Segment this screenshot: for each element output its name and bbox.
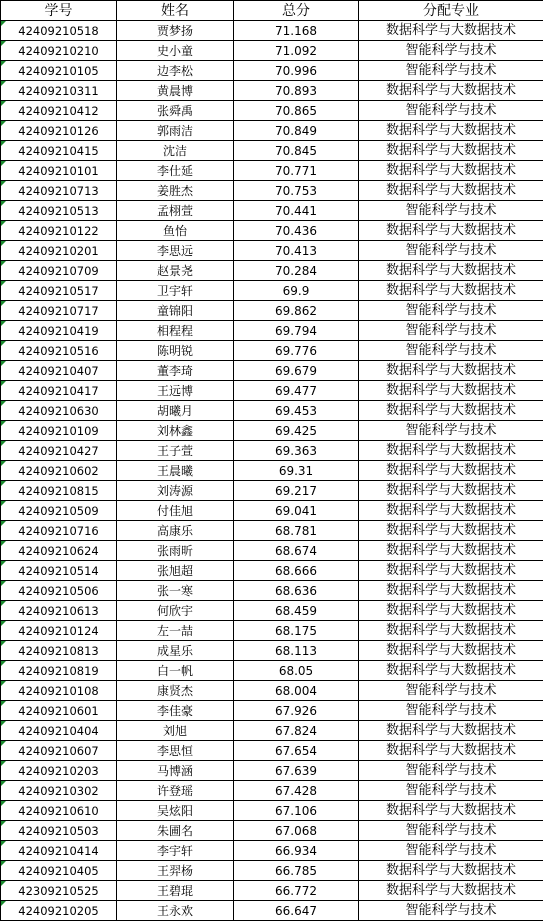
major-cell: 智能科学与技术 [359, 841, 543, 861]
student-id-cell: 42409210506 [1, 581, 117, 601]
table-row [1, 801, 543, 821]
major-cell: 智能科学与技术 [359, 421, 543, 441]
major-cell: 数据科学与大数据技术 [359, 281, 543, 301]
student-id-cell: 42409210126 [1, 121, 117, 141]
major-cell: 数据科学与大数据技术 [359, 81, 543, 101]
header-row [1, 1, 543, 21]
score-cell: 66.785 [234, 861, 359, 881]
student-id-cell: 42409210417 [1, 381, 117, 401]
score-cell: 68.175 [234, 621, 359, 641]
name-cell: 赵景尧 [117, 261, 234, 281]
major-cell: 数据科学与大数据技术 [359, 881, 543, 901]
score-cell: 70.436 [234, 221, 359, 241]
table-row [1, 101, 543, 121]
student-id-cell: 42409210122 [1, 221, 117, 241]
student-id-cell: 42409210514 [1, 561, 117, 581]
student-id-cell: 42409210311 [1, 81, 117, 101]
student-id-cell: 42409210302 [1, 781, 117, 801]
name-cell: 王子萱 [117, 441, 234, 461]
student-id-cell: 42409210405 [1, 861, 117, 881]
major-cell: 智能科学与技术 [359, 901, 543, 921]
name-cell: 相程程 [117, 321, 234, 341]
student-id-cell: 42409210819 [1, 661, 117, 681]
table-row [1, 361, 543, 381]
name-cell: 陈明锐 [117, 341, 234, 361]
student-id-cell: 42409210716 [1, 521, 117, 541]
major-cell: 智能科学与技术 [359, 61, 543, 81]
score-cell: 67.654 [234, 741, 359, 761]
major-cell: 数据科学与大数据技术 [359, 601, 543, 621]
student-id-cell: 42409210124 [1, 621, 117, 641]
header-assigned-major: 分配专业 [359, 1, 543, 21]
name-cell: 沈洁 [117, 141, 234, 161]
table-row [1, 881, 543, 901]
major-cell: 数据科学与大数据技术 [359, 441, 543, 461]
major-cell: 智能科学与技术 [359, 301, 543, 321]
name-cell: 吴炫阳 [117, 801, 234, 821]
student-id-cell: 42409210517 [1, 281, 117, 301]
score-cell: 68.113 [234, 641, 359, 661]
name-cell: 何欣宇 [117, 601, 234, 621]
table-row [1, 821, 543, 841]
student-id-cell: 42409210201 [1, 241, 117, 261]
major-cell: 智能科学与技术 [359, 681, 543, 701]
major-cell: 智能科学与技术 [359, 761, 543, 781]
major-cell: 数据科学与大数据技术 [359, 181, 543, 201]
name-cell: 付佳旭 [117, 501, 234, 521]
score-cell: 70.865 [234, 101, 359, 121]
major-cell: 智能科学与技术 [359, 341, 543, 361]
major-cell: 数据科学与大数据技术 [359, 861, 543, 881]
table-row [1, 761, 543, 781]
name-cell: 张雨昕 [117, 541, 234, 561]
major-cell: 智能科学与技术 [359, 241, 543, 261]
student-id-cell: 42409210419 [1, 321, 117, 341]
score-cell: 70.849 [234, 121, 359, 141]
score-cell: 69.453 [234, 401, 359, 421]
score-cell: 69.9 [234, 281, 359, 301]
student-id-cell: 42409210813 [1, 641, 117, 661]
student-id-cell: 42409210427 [1, 441, 117, 461]
score-cell: 69.31 [234, 461, 359, 481]
name-cell: 史小童 [117, 41, 234, 61]
name-cell: 刘涛源 [117, 481, 234, 501]
score-cell: 69.217 [234, 481, 359, 501]
name-cell: 张舜禹 [117, 101, 234, 121]
major-cell: 数据科学与大数据技术 [359, 141, 543, 161]
name-cell: 李思远 [117, 241, 234, 261]
score-cell: 69.679 [234, 361, 359, 381]
table-row [1, 461, 543, 481]
table-row [1, 861, 543, 881]
name-cell: 郭雨洁 [117, 121, 234, 141]
score-cell: 68.781 [234, 521, 359, 541]
score-cell: 70.996 [234, 61, 359, 81]
student-id-cell: 42409210101 [1, 161, 117, 181]
student-id-cell: 42409210516 [1, 341, 117, 361]
major-cell: 数据科学与大数据技术 [359, 521, 543, 541]
name-cell: 王晨曦 [117, 461, 234, 481]
student-id-cell: 42409210607 [1, 741, 117, 761]
name-cell: 高康乐 [117, 521, 234, 541]
name-cell: 张旭超 [117, 561, 234, 581]
score-cell: 67.824 [234, 721, 359, 741]
score-cell: 67.068 [234, 821, 359, 841]
table-row [1, 501, 543, 521]
name-cell: 许登瑶 [117, 781, 234, 801]
major-cell: 智能科学与技术 [359, 201, 543, 221]
table-row [1, 521, 543, 541]
name-cell: 王羿杨 [117, 861, 234, 881]
table-row [1, 701, 543, 721]
major-cell: 智能科学与技术 [359, 701, 543, 721]
score-cell: 66.772 [234, 881, 359, 901]
name-cell: 马博涵 [117, 761, 234, 781]
table-row [1, 141, 543, 161]
score-cell: 67.428 [234, 781, 359, 801]
student-id-cell: 42409210717 [1, 301, 117, 321]
table-row [1, 401, 543, 421]
name-cell: 姜胜杰 [117, 181, 234, 201]
student-id-cell: 42409210105 [1, 61, 117, 81]
table-row [1, 561, 543, 581]
student-id-cell: 42409210613 [1, 601, 117, 621]
score-cell: 68.459 [234, 601, 359, 621]
student-id-cell: 42409210713 [1, 181, 117, 201]
table-row [1, 781, 543, 801]
table-row [1, 121, 543, 141]
name-cell: 李宇轩 [117, 841, 234, 861]
table-row [1, 301, 543, 321]
table-row [1, 221, 543, 241]
table-row [1, 341, 543, 361]
score-cell: 69.862 [234, 301, 359, 321]
major-cell: 数据科学与大数据技术 [359, 541, 543, 561]
student-id-cell: 42409210503 [1, 821, 117, 841]
table-row [1, 901, 543, 921]
name-cell: 李思恒 [117, 741, 234, 761]
student-id-cell: 42409210815 [1, 481, 117, 501]
name-cell: 贾梦扬 [117, 21, 234, 41]
score-cell: 70.845 [234, 141, 359, 161]
table-row [1, 721, 543, 741]
table-row [1, 261, 543, 281]
major-cell: 智能科学与技术 [359, 41, 543, 61]
major-cell: 数据科学与大数据技术 [359, 581, 543, 601]
score-cell: 68.666 [234, 561, 359, 581]
student-id-cell: 42409210602 [1, 461, 117, 481]
name-cell: 鱼怡 [117, 221, 234, 241]
table-row [1, 541, 543, 561]
score-cell: 71.092 [234, 41, 359, 61]
major-cell: 数据科学与大数据技术 [359, 501, 543, 521]
student-id-cell: 42409210414 [1, 841, 117, 861]
table-row [1, 441, 543, 461]
name-cell: 王远博 [117, 381, 234, 401]
name-cell: 成星乐 [117, 641, 234, 661]
major-cell: 数据科学与大数据技术 [359, 741, 543, 761]
table-row [1, 321, 543, 341]
name-cell: 董李琦 [117, 361, 234, 381]
table-row [1, 641, 543, 661]
major-cell: 数据科学与大数据技术 [359, 481, 543, 501]
student-id-cell: 42409210205 [1, 901, 117, 921]
name-cell: 康贤杰 [117, 681, 234, 701]
table-row [1, 281, 543, 301]
name-cell: 白一帆 [117, 661, 234, 681]
score-cell: 67.639 [234, 761, 359, 781]
major-cell: 智能科学与技术 [359, 781, 543, 801]
name-cell: 朱圃名 [117, 821, 234, 841]
header-student-id: 学号 [1, 1, 117, 21]
score-cell: 68.05 [234, 661, 359, 681]
score-cell: 68.674 [234, 541, 359, 561]
table-row [1, 61, 543, 81]
table-row [1, 681, 543, 701]
major-cell: 数据科学与大数据技术 [359, 361, 543, 381]
table-row [1, 21, 543, 41]
score-cell: 70.893 [234, 81, 359, 101]
student-id-cell: 42409210601 [1, 701, 117, 721]
name-cell: 卫宇轩 [117, 281, 234, 301]
student-id-cell: 42409210624 [1, 541, 117, 561]
name-cell: 黄晨博 [117, 81, 234, 101]
table-row [1, 661, 543, 681]
score-cell: 70.284 [234, 261, 359, 281]
student-id-cell: 42409210513 [1, 201, 117, 221]
major-cell: 数据科学与大数据技术 [359, 21, 543, 41]
name-cell: 张一寒 [117, 581, 234, 601]
score-cell: 69.041 [234, 501, 359, 521]
name-cell: 刘旭 [117, 721, 234, 741]
name-cell: 胡曦月 [117, 401, 234, 421]
score-cell: 67.926 [234, 701, 359, 721]
major-cell: 智能科学与技术 [359, 101, 543, 121]
score-cell: 69.363 [234, 441, 359, 461]
table-row [1, 481, 543, 501]
name-cell: 刘林鑫 [117, 421, 234, 441]
table-row [1, 381, 543, 401]
name-cell: 王碧琨 [117, 881, 234, 901]
table-row [1, 41, 543, 61]
table-row [1, 421, 543, 441]
major-cell: 数据科学与大数据技术 [359, 261, 543, 281]
score-cell: 67.106 [234, 801, 359, 821]
student-id-cell: 42409210407 [1, 361, 117, 381]
major-cell: 数据科学与大数据技术 [359, 621, 543, 641]
major-cell: 数据科学与大数据技术 [359, 721, 543, 741]
major-cell: 智能科学与技术 [359, 321, 543, 341]
score-cell: 66.647 [234, 901, 359, 921]
table-row [1, 601, 543, 621]
student-id-cell: 42409210108 [1, 681, 117, 701]
score-cell: 70.441 [234, 201, 359, 221]
major-cell: 数据科学与大数据技术 [359, 561, 543, 581]
score-cell: 68.004 [234, 681, 359, 701]
table-row [1, 841, 543, 861]
name-cell: 李佳豪 [117, 701, 234, 721]
name-cell: 童锦阳 [117, 301, 234, 321]
table-row [1, 81, 543, 101]
score-cell: 70.413 [234, 241, 359, 261]
major-cell: 数据科学与大数据技术 [359, 401, 543, 421]
table-row [1, 741, 543, 761]
student-id-cell: 42409210412 [1, 101, 117, 121]
table-row [1, 201, 543, 221]
major-cell: 数据科学与大数据技术 [359, 801, 543, 821]
major-cell: 数据科学与大数据技术 [359, 121, 543, 141]
score-cell: 69.794 [234, 321, 359, 341]
major-cell: 数据科学与大数据技术 [359, 641, 543, 661]
major-cell: 数据科学与大数据技术 [359, 461, 543, 481]
header-total-score: 总分 [234, 1, 359, 21]
name-cell: 边李松 [117, 61, 234, 81]
major-cell: 数据科学与大数据技术 [359, 221, 543, 241]
score-cell: 70.753 [234, 181, 359, 201]
student-id-cell: 42409210509 [1, 501, 117, 521]
student-id-cell: 42409210610 [1, 801, 117, 821]
student-id-cell: 42409210518 [1, 21, 117, 41]
student-id-cell: 42409210203 [1, 761, 117, 781]
table-row [1, 241, 543, 261]
major-cell: 数据科学与大数据技术 [359, 661, 543, 681]
name-cell: 左一喆 [117, 621, 234, 641]
table-row [1, 621, 543, 641]
student-id-cell: 42409210709 [1, 261, 117, 281]
score-cell: 71.168 [234, 21, 359, 41]
table-row [1, 161, 543, 181]
score-cell: 69.425 [234, 421, 359, 441]
student-id-cell: 42409210210 [1, 41, 117, 61]
major-cell: 智能科学与技术 [359, 821, 543, 841]
score-cell: 70.771 [234, 161, 359, 181]
student-id-cell: 42409210404 [1, 721, 117, 741]
student-id-cell: 42409210109 [1, 421, 117, 441]
score-cell: 68.636 [234, 581, 359, 601]
header-name: 姓名 [117, 1, 234, 21]
student-id-cell: 42409210415 [1, 141, 117, 161]
name-cell: 王永欢 [117, 901, 234, 921]
student-id-cell: 42309210525 [1, 881, 117, 901]
name-cell: 李仕延 [117, 161, 234, 181]
table-row [1, 581, 543, 601]
score-cell: 69.776 [234, 341, 359, 361]
student-id-cell: 42409210630 [1, 401, 117, 421]
score-cell: 66.934 [234, 841, 359, 861]
score-cell: 69.477 [234, 381, 359, 401]
table-row [1, 181, 543, 201]
major-cell: 数据科学与大数据技术 [359, 161, 543, 181]
major-cell: 数据科学与大数据技术 [359, 381, 543, 401]
name-cell: 孟栩萱 [117, 201, 234, 221]
